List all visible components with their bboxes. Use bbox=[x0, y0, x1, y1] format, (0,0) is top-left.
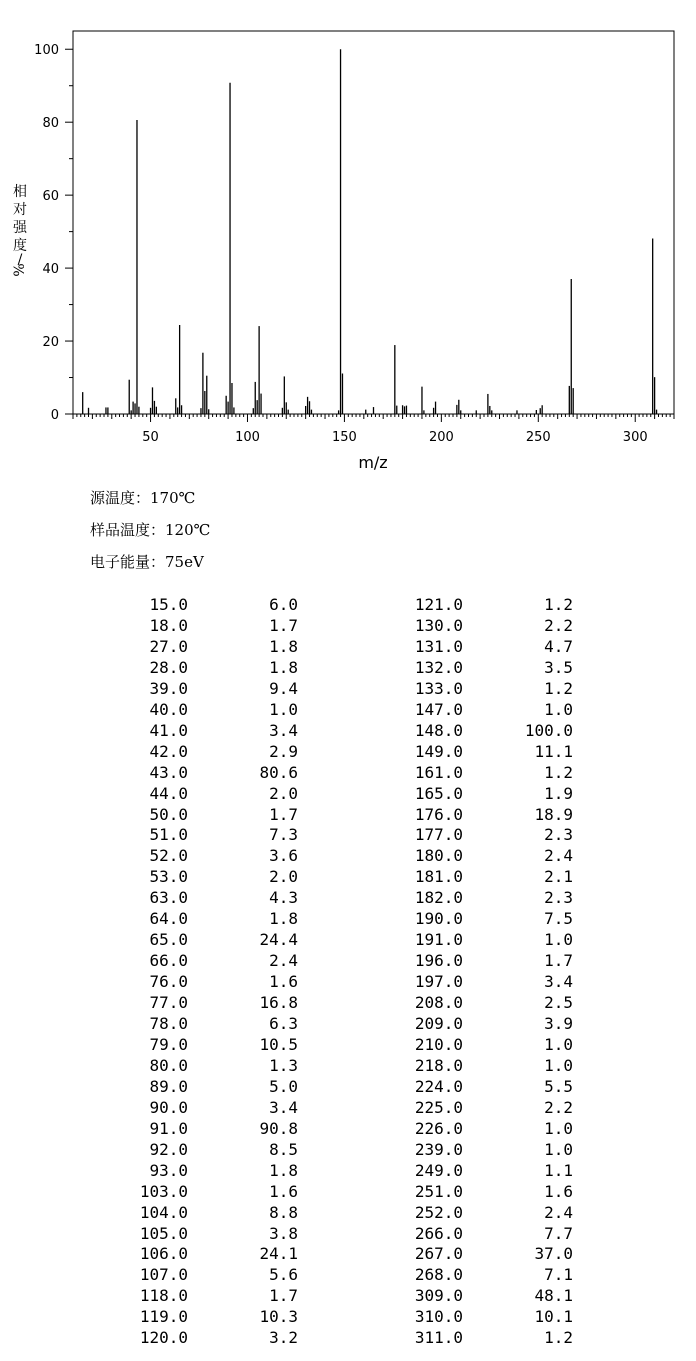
peak-mz: 249.0 bbox=[414, 1160, 463, 1180]
peak-mz: 27.0 bbox=[149, 636, 188, 656]
peak-mz: 92.0 bbox=[149, 1139, 188, 1159]
peak-mz: 210.0 bbox=[414, 1034, 463, 1054]
peak-mz: 107.0 bbox=[139, 1265, 188, 1285]
peak-mz: 191.0 bbox=[414, 930, 463, 950]
peak-intensity: 1.0 bbox=[544, 1034, 573, 1054]
peak-intensity: 1.7 bbox=[544, 951, 573, 971]
peak-intensity: 5.5 bbox=[544, 1076, 573, 1096]
peak-intensity: 1.8 bbox=[269, 657, 298, 677]
peak-mz: 267.0 bbox=[414, 1244, 463, 1264]
peak-mz: 40.0 bbox=[149, 699, 188, 719]
peak-intensity: 1.2 bbox=[544, 762, 573, 782]
peak-mz: 121.0 bbox=[414, 595, 463, 614]
peak-intensity: 1.6 bbox=[544, 1181, 573, 1201]
peak-mz: 105.0 bbox=[139, 1223, 188, 1243]
peak-intensity: 3.5 bbox=[544, 657, 573, 677]
sample-temperature-value: 120℃ bbox=[165, 521, 211, 539]
peak-intensity: 7.7 bbox=[544, 1223, 573, 1243]
peak-mz: 268.0 bbox=[414, 1265, 463, 1285]
peak-intensity: 2.4 bbox=[544, 1202, 573, 1222]
y-label-char: 对 bbox=[13, 202, 27, 218]
mass-spectrum-chart bbox=[0, 0, 696, 480]
peak-intensity: 5.6 bbox=[269, 1265, 298, 1285]
peak-mz: 224.0 bbox=[414, 1076, 463, 1096]
source-temperature-value: 170℃ bbox=[150, 489, 196, 507]
peak-intensity: 16.8 bbox=[259, 993, 298, 1013]
sample-temperature bbox=[90, 519, 210, 540]
peak-intensity: 1.2 bbox=[544, 1328, 573, 1348]
sample-temperature-label: 样品温度： bbox=[90, 521, 166, 539]
peak-intensity: 1.8 bbox=[269, 909, 298, 929]
peak-mz: 104.0 bbox=[139, 1202, 188, 1222]
spectrum-bars bbox=[83, 49, 657, 414]
peak-mz: 176.0 bbox=[414, 804, 463, 824]
peak-intensity: 1.3 bbox=[269, 1055, 298, 1075]
peak-mz: 90.0 bbox=[149, 1097, 188, 1117]
peak-mz: 53.0 bbox=[149, 867, 188, 887]
peak-intensity: 3.8 bbox=[269, 1223, 298, 1243]
x-tick-label: 150 bbox=[332, 430, 357, 445]
peak-mz: 120.0 bbox=[139, 1328, 188, 1348]
peak-intensity: 6.0 bbox=[269, 595, 298, 614]
peak-intensity: 4.3 bbox=[269, 888, 298, 908]
peak-intensity: 80.6 bbox=[259, 762, 298, 782]
x-tick-label: 200 bbox=[428, 430, 454, 445]
peak-intensity: 1.7 bbox=[269, 804, 298, 824]
peak-intensity: 1.6 bbox=[269, 972, 298, 992]
peak-mz: 196.0 bbox=[414, 951, 463, 971]
peak-mz: 239.0 bbox=[414, 1139, 463, 1159]
peak-mz: 226.0 bbox=[414, 1118, 463, 1138]
peak-intensity: 1.8 bbox=[269, 1160, 298, 1180]
electron-energy bbox=[90, 551, 204, 572]
peak-intensity: 9.4 bbox=[269, 678, 298, 698]
peak-mz: 118.0 bbox=[139, 1286, 188, 1306]
peak-mz: 132.0 bbox=[414, 657, 463, 677]
peak-intensity: 1.1 bbox=[544, 1160, 573, 1180]
x-tick-label: 250 bbox=[525, 430, 551, 445]
peak-intensity: 3.2 bbox=[269, 1328, 298, 1348]
y-label-char: 强 bbox=[13, 220, 27, 236]
peak-mz: 147.0 bbox=[414, 699, 463, 719]
peak-intensity: 18.9 bbox=[534, 804, 573, 824]
peak-intensity: 1.0 bbox=[544, 1118, 573, 1138]
peak-intensity: 37.0 bbox=[534, 1244, 573, 1264]
peak-intensity: 3.4 bbox=[269, 1097, 298, 1117]
peak-mz: 149.0 bbox=[414, 741, 463, 761]
peak-mz: 80.0 bbox=[149, 1055, 188, 1075]
peak-intensity: 10.1 bbox=[534, 1307, 573, 1327]
peak-mz: 133.0 bbox=[414, 678, 463, 698]
peak-mz: 65.0 bbox=[149, 930, 188, 950]
peak-mz: 309.0 bbox=[414, 1286, 463, 1306]
peak-intensity: 2.3 bbox=[544, 888, 573, 908]
peak-mz: 91.0 bbox=[149, 1118, 188, 1138]
peak-mz: 77.0 bbox=[149, 993, 188, 1013]
peak-mz: 39.0 bbox=[149, 678, 188, 698]
peak-intensity: 1.0 bbox=[544, 699, 573, 719]
peak-intensity: 1.7 bbox=[269, 1286, 298, 1306]
plot-frame bbox=[73, 31, 674, 414]
peak-mz: 266.0 bbox=[414, 1223, 463, 1243]
peak-mz: 42.0 bbox=[149, 741, 188, 761]
peak-intensity: 3.6 bbox=[269, 846, 298, 866]
peak-intensity: 11.1 bbox=[534, 741, 573, 761]
y-label-char: 相 bbox=[13, 184, 27, 200]
peak-intensity: 1.2 bbox=[544, 678, 573, 698]
peak-intensity: 100.0 bbox=[524, 720, 573, 740]
peak-mz: 43.0 bbox=[149, 762, 188, 782]
peak-mz: 119.0 bbox=[139, 1307, 188, 1327]
peak-mz: 93.0 bbox=[149, 1160, 188, 1180]
peak-mz: 310.0 bbox=[414, 1307, 463, 1327]
peak-intensity: 1.0 bbox=[544, 1139, 573, 1159]
peak-intensity: 7.1 bbox=[544, 1265, 573, 1285]
peak-mz: 251.0 bbox=[414, 1181, 463, 1201]
y-label-char: % bbox=[12, 263, 28, 277]
peak-intensity: 6.3 bbox=[269, 1014, 298, 1033]
peak-mz: 63.0 bbox=[149, 888, 188, 908]
peak-mz: 311.0 bbox=[414, 1328, 463, 1348]
peak-mz: 79.0 bbox=[149, 1034, 188, 1054]
peak-intensity: 2.2 bbox=[544, 615, 573, 635]
peak-mz: 64.0 bbox=[149, 909, 188, 929]
y-tick-label: 20 bbox=[42, 335, 59, 351]
peak-mz: 208.0 bbox=[414, 993, 463, 1013]
peak-intensity: 1.2 bbox=[544, 595, 573, 614]
peak-intensity: 8.8 bbox=[269, 1202, 298, 1222]
peak-mz: 218.0 bbox=[414, 1055, 463, 1075]
peak-mz: 130.0 bbox=[414, 615, 463, 635]
peak-mz: 106.0 bbox=[139, 1244, 188, 1264]
peak-intensity: 2.4 bbox=[269, 951, 298, 971]
peak-mz: 78.0 bbox=[149, 1014, 188, 1033]
axis-ticks bbox=[65, 49, 674, 422]
peak-intensity: 1.6 bbox=[269, 1181, 298, 1201]
peak-intensity: 2.0 bbox=[269, 867, 298, 887]
peak-mz: 89.0 bbox=[149, 1076, 188, 1096]
peak-mz: 252.0 bbox=[414, 1202, 463, 1222]
x-tick-label: 300 bbox=[622, 430, 648, 445]
peak-intensity: 1.0 bbox=[269, 699, 298, 719]
peak-mz: 190.0 bbox=[414, 909, 463, 929]
y-tick-label: 0 bbox=[50, 408, 59, 423]
peak-intensity: 2.5 bbox=[544, 993, 573, 1013]
peak-mz: 41.0 bbox=[149, 720, 188, 740]
peak-intensity: 2.2 bbox=[544, 1097, 573, 1117]
y-label-char: 度 bbox=[13, 238, 27, 254]
peak-mz: 180.0 bbox=[414, 846, 463, 866]
peak-intensity: 2.4 bbox=[544, 846, 573, 866]
peak-intensity: 2.3 bbox=[544, 825, 573, 845]
peak-intensity: 1.8 bbox=[269, 636, 298, 656]
peak-intensity: 3.4 bbox=[544, 972, 573, 992]
peak-intensity: 1.9 bbox=[544, 783, 573, 803]
peak-mz: 15.0 bbox=[149, 595, 188, 614]
source-temperature bbox=[90, 487, 195, 508]
peak-mz: 44.0 bbox=[149, 783, 188, 803]
peak-intensity: 3.9 bbox=[544, 1014, 573, 1033]
peak-mz: 28.0 bbox=[149, 657, 188, 677]
peak-mz: 131.0 bbox=[414, 636, 463, 656]
y-axis-label bbox=[12, 183, 28, 277]
peak-mz: 225.0 bbox=[414, 1097, 463, 1117]
peak-intensity: 4.7 bbox=[544, 636, 573, 656]
peak-intensity: 8.5 bbox=[269, 1139, 298, 1159]
peak-intensity: 1.0 bbox=[544, 930, 573, 950]
peak-intensity: 5.0 bbox=[269, 1076, 298, 1096]
peak-intensity: 7.5 bbox=[544, 909, 573, 929]
peak-intensity: 10.3 bbox=[259, 1307, 298, 1327]
peak-mz: 182.0 bbox=[414, 888, 463, 908]
peak-mz: 50.0 bbox=[149, 804, 188, 824]
peak-mz: 66.0 bbox=[149, 951, 188, 971]
x-tick-label: 100 bbox=[235, 430, 260, 445]
x-tick-label: 50 bbox=[142, 430, 159, 445]
peak-intensity: 24.4 bbox=[259, 930, 298, 950]
peak-intensity: 2.9 bbox=[269, 741, 298, 761]
peak-intensity: 3.4 bbox=[269, 720, 298, 740]
peak-intensity: 90.8 bbox=[259, 1118, 298, 1138]
peak-intensity: 7.3 bbox=[269, 825, 298, 845]
peak-intensity: 1.7 bbox=[269, 615, 298, 635]
y-tick-label: 60 bbox=[42, 189, 59, 205]
y-tick-label: 80 bbox=[42, 116, 59, 132]
peak-mz: 165.0 bbox=[414, 783, 463, 803]
peak-intensity: 10.5 bbox=[259, 1034, 298, 1054]
electron-energy-value: 75eV bbox=[165, 553, 204, 571]
electron-energy-label: 电子能量： bbox=[90, 553, 166, 571]
peak-intensity: 24.1 bbox=[259, 1244, 298, 1264]
peak-intensity: 1.0 bbox=[544, 1055, 573, 1075]
peak-mz: 76.0 bbox=[149, 972, 188, 992]
peak-mz: 181.0 bbox=[414, 867, 463, 887]
source-temperature-label: 源温度： bbox=[90, 489, 151, 507]
y-label-slash: / bbox=[17, 252, 23, 268]
peak-mz: 197.0 bbox=[414, 972, 463, 992]
peak-mz: 161.0 bbox=[414, 762, 463, 782]
peak-mz: 52.0 bbox=[149, 846, 188, 866]
peak-mz: 103.0 bbox=[139, 1181, 188, 1201]
peak-intensity: 2.1 bbox=[544, 867, 573, 887]
y-tick-label: 100 bbox=[34, 43, 59, 59]
x-axis-label: m/z bbox=[358, 453, 388, 472]
peak-mz: 177.0 bbox=[414, 825, 463, 845]
peak-mz: 18.0 bbox=[149, 615, 188, 635]
peak-mz: 51.0 bbox=[149, 825, 188, 845]
peak-intensity: 2.0 bbox=[269, 783, 298, 803]
peak-mz: 209.0 bbox=[414, 1014, 463, 1033]
y-tick-label: 40 bbox=[42, 262, 59, 278]
peak-intensity: 48.1 bbox=[534, 1286, 573, 1306]
peak-mz: 148.0 bbox=[414, 720, 463, 740]
